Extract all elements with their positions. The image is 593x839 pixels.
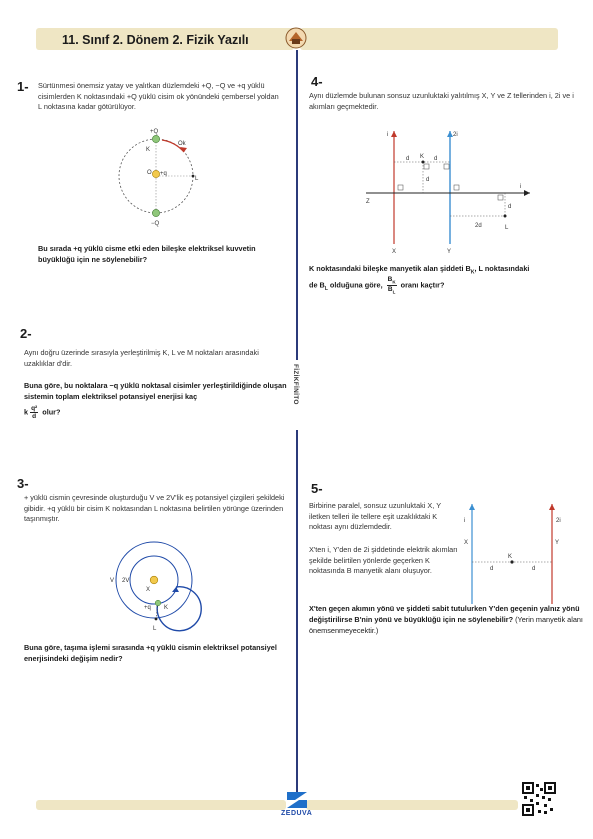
q2-k: k: [24, 407, 29, 417]
q4-frac-den: B: [387, 286, 393, 294]
fig5-i: i: [464, 518, 466, 524]
q4-prompt-d: olduğuna göre,: [329, 280, 383, 290]
question-2-number: 2-: [20, 326, 32, 341]
q4-prompt-a: K noktasındaki bileşke manyetik alan şiddeti B: [309, 264, 471, 273]
question-2-answer-format: [24, 405, 60, 420]
fig1-center-charge: +q: [160, 171, 167, 177]
q2-frac-num: q²: [31, 405, 38, 412]
fig4-d-vert: d: [426, 177, 430, 183]
fig5-X: X: [464, 540, 469, 546]
q4-frac-num: B: [387, 276, 393, 283]
question-1-prompt: Bu sırada +q yüklü cisme etki eden bileşke elektriksel kuvvetin büyüklüğü için ne söylenebilir?: [38, 244, 256, 264]
q4-frac-den-sub: L: [392, 289, 396, 295]
side-label: FİZİKFİNİTO: [292, 364, 299, 405]
fig4-d-left: d: [406, 156, 410, 162]
question-5-figure: [460, 500, 570, 610]
q4-prompt-b: , L noktasındaki: [474, 264, 530, 273]
question-2-text: Aynı doğru üzerinde sırasıyla yerleştirilmiş K, L ve M noktaları arasındaki uzaklıklar d'dir.: [24, 348, 259, 368]
question-3-number: 3-: [17, 476, 29, 491]
question-1-figure: [110, 124, 220, 234]
fig4-L: L: [505, 225, 509, 231]
header-bar-right: [300, 28, 558, 50]
question-4-text: Aynı düzlemde bulunan sonsuz uzunluktaki yalıtılmış X, Y ve Z tellerinden i, 2i ve i akımları geçmektedir.: [309, 91, 574, 111]
fig5-K: K: [508, 554, 513, 560]
question-5-text2: X'ten i, Y'den de 2i şiddetinde elektrik akımları şekilde belirtilen yönlerde geçerken K noktasında B manyetik alanı oluşuyor.: [309, 545, 458, 576]
q4-sub-K: K: [470, 269, 475, 276]
fig1-bottom-charge: −Q: [151, 221, 160, 227]
question-4-figure: [360, 126, 536, 256]
logo-icon: [285, 27, 307, 49]
question-3-text: + yüklü cismin çevresinde oluşturduğu V ve 2V'lik eş potansiyel çizgileri şekildeki gibidir. +q yüklü bir cisim K noktasından L noktasına belirtilen yörünge üzerinden taşınmıştır.: [24, 493, 285, 524]
fig4-i-x: i: [387, 132, 389, 138]
page-title: 11. Sınıf 2. Dönem 2. Fizik Yazılı: [62, 33, 249, 47]
question-3-prompt: Buna göre, taşıma işlemi sırasında +q yüklü cismin elektriksel potansiyel enerjisindeki değişim nedir?: [24, 643, 277, 663]
fig1-arrow: Ok: [178, 141, 186, 147]
question-5-text1: Birbirine paralel, sonsuz uzunluktaki X, Y iletken telleri ile tellere eşit uzaklıktaki K noktası aynı düzlemdedir.: [309, 501, 441, 532]
fig1-L: L: [195, 176, 199, 182]
q4-prompt-e: oranı kaçtır?: [400, 280, 445, 290]
question-4-prompt-line2: [309, 276, 579, 296]
fig4-Y: Y: [447, 249, 452, 255]
fig5-2i: 2i: [556, 518, 561, 524]
fig4-d-L: d: [508, 204, 512, 210]
fig4-X: X: [392, 249, 397, 255]
fig1-O: O: [147, 170, 152, 176]
fig5-d-left: d: [490, 566, 494, 572]
fig4-d-right: d: [434, 156, 438, 162]
fig3-V: V: [110, 578, 115, 584]
qr-code: [522, 782, 556, 816]
fig3-q: +q: [144, 605, 151, 611]
question-4-number: 4-: [311, 74, 323, 89]
question-1-text: Sürtünmesi önemsiz yatay ve yalıtkan düzlemdeki +Q, −Q ve +q yüklü cisimlerden K noktasındaki +Q yüklü cisim ok yönündeki çembersel yoldan L noktasına kadar götürülüyor.: [38, 81, 279, 112]
q4-frac-num-sub: K: [392, 279, 396, 285]
brand-logo-icon: [284, 790, 310, 810]
footer-bar: [36, 800, 286, 810]
q2-frac-den: d: [32, 413, 37, 420]
fig3-X: X: [146, 587, 151, 593]
fig4-2d: 2d: [475, 223, 482, 229]
question-1-number: 1-: [17, 79, 29, 94]
fig3-K: K: [164, 605, 169, 611]
q2-end: olur?: [42, 407, 61, 417]
fig3-L: L: [153, 626, 157, 632]
fig1-K: K: [146, 147, 151, 153]
q5-prompt: X'ten geçen akımın yönü ve şiddeti sabit tutulurken Y'den geçenin yalnız yönü değiştirilirse B'nin yönü ve büyüklüğü için ne söylenebilir?: [309, 604, 580, 624]
footer-bar-right: [306, 800, 518, 810]
question-2-prompt: Buna göre, bu noktalara −q yüklü noktasal cisimler yerleştirildiğinde oluşan sistemin toplam elektriksel potansiyel enerjisi kaç: [24, 381, 287, 401]
fig5-Y: Y: [555, 540, 560, 546]
fig1-top-charge: +Q: [150, 129, 159, 135]
question-5-prompt: [309, 603, 584, 636]
fig3-2V: 2V: [122, 578, 130, 584]
fig5-d-right: d: [532, 566, 536, 572]
question-3-figure: [106, 537, 206, 637]
fig4-K: K: [420, 154, 425, 160]
brand-name: ZEDUVA: [281, 810, 313, 817]
fig4-Z: Z: [366, 199, 370, 205]
q5-note: (Yerin manyetik alanı önemsenmeyecektir.): [309, 615, 583, 635]
q4-sub-L: L: [324, 286, 328, 293]
fig4-i-z: i: [520, 184, 522, 190]
question-5-number: 5-: [311, 481, 323, 496]
fig4-i-y: 2i: [453, 132, 458, 138]
q4-prompt-c: de B: [309, 280, 325, 290]
